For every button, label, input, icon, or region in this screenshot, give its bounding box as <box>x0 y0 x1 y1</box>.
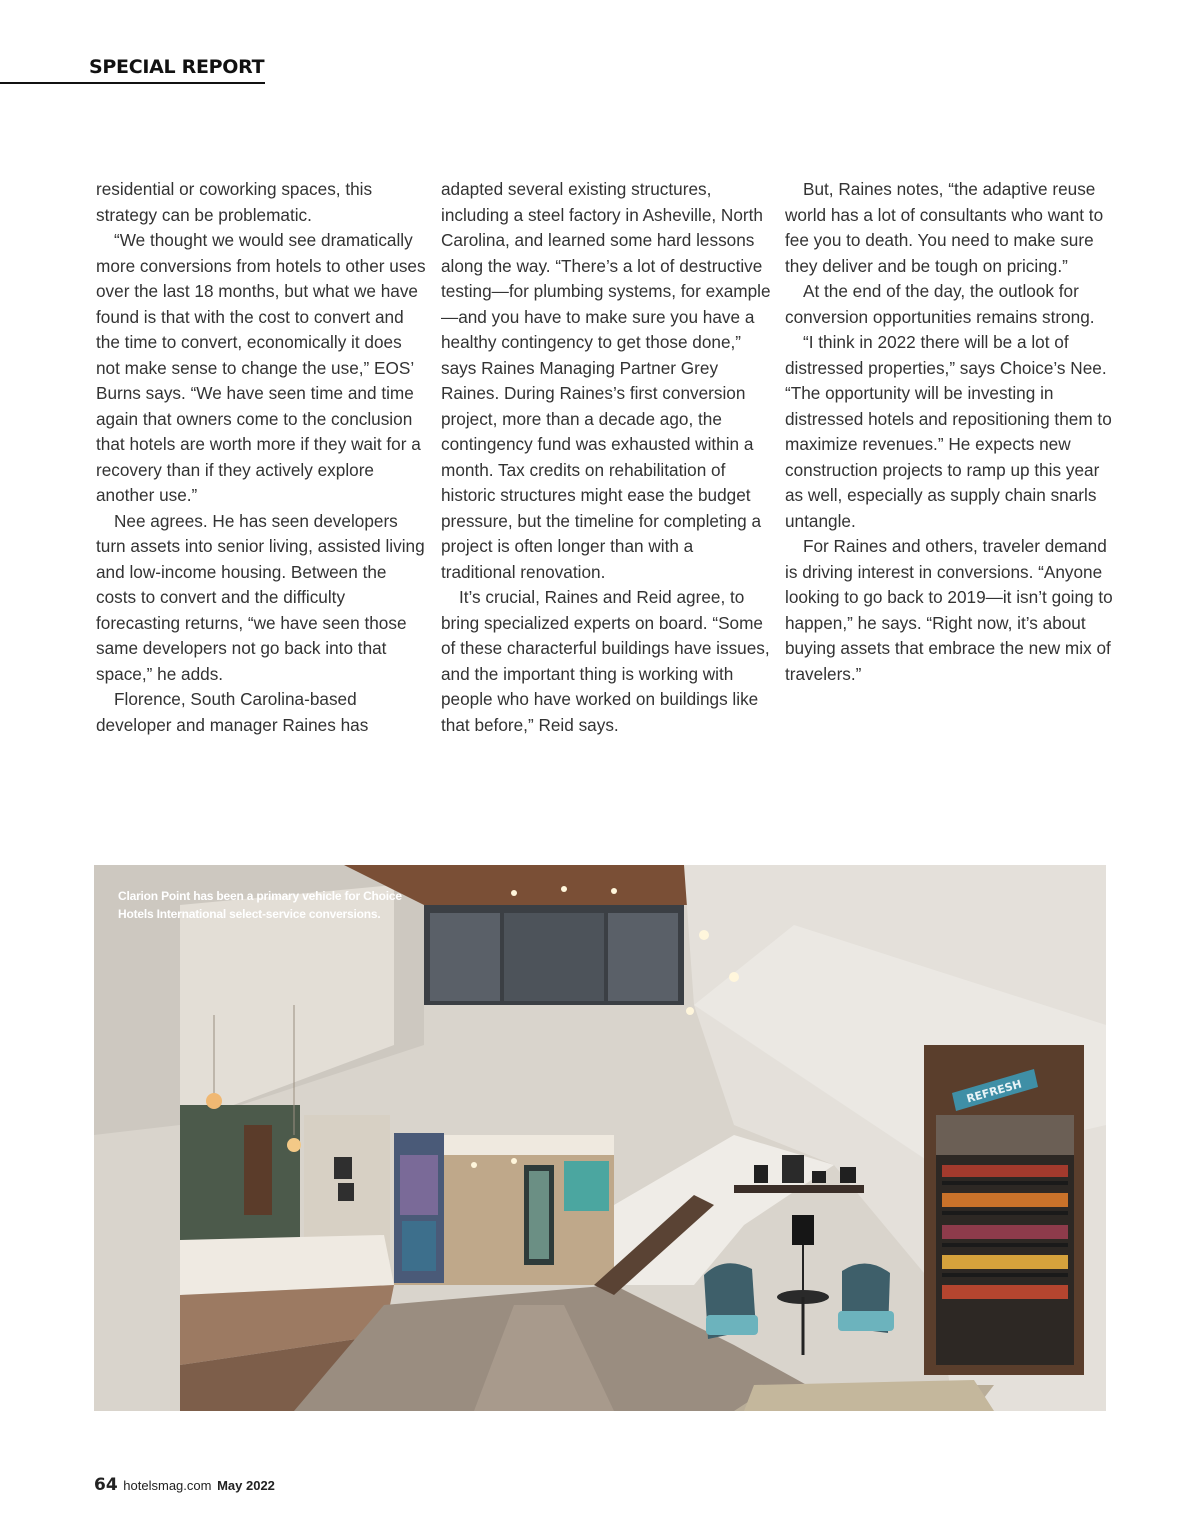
lobby-illustration <box>94 865 1106 1411</box>
page-footer <box>94 1475 275 1495</box>
article-paragraph: residential or coworking spaces, this strategy can be problematic. <box>96 179 373 225</box>
article-column-3 <box>785 177 1115 687</box>
article-column-1 <box>96 177 426 738</box>
article-paragraph: It’s crucial, Raines and Reid agree, to bring specialized experts on board. “Some of these characterful buildings have issues, and the important thing is working with people who have worked on buildings like that before,” Reid says. <box>441 587 770 735</box>
site-url: hotelsmag.com <box>123 1478 212 1493</box>
issue-date: May 2022 <box>217 1478 275 1493</box>
refresh-sign: REFRESH <box>965 1077 1024 1106</box>
photo-caption: Clarion Point has been a primary vehicle for Choice Hotels International select-service conversions. <box>118 889 402 921</box>
article-paragraph: Florence, South Carolina-based developer and manager Raines has <box>96 689 369 735</box>
article-paragraph: “We thought we would see dramatically more conversions from hotels to other uses over the last 18 months, but what we have found is that with the cost to convert and the time to convert, economically it does not make sense to change the use,” EOS’ Burns says. “We have seen time and time again that owners come to the conclusion that hotels are worth more if they wait for a recovery than if they actively explore another use.” <box>96 230 426 505</box>
hotel-lobby-photo <box>94 865 1106 1411</box>
article-paragraph: Nee agrees. He has seen developers turn assets into senior living, assisted living and low-income housing. Between the costs to convert and the difficulty forecasting returns, “we have seen those same developers not go back into that space,” he adds. <box>96 510 425 684</box>
article-paragraph: For Raines and others, traveler demand is driving interest in conversions. “Anyone looking to go back to 2019—it isn’t going to happen,” he says. “Right now, it’s about buying assets that embrace the new mix of travelers.” <box>785 536 1113 684</box>
article-paragraph: But, Raines notes, “the adaptive reuse world has a lot of consultants who want to fee you to death. You need to make sure they deliver and be tough on pricing.” <box>785 179 1104 276</box>
article-paragraph: “I think in 2022 there will be a lot of distressed properties,” says Choice’s Nee. “The opportunity will be investing in distressed hotels and repositioning them to maximize revenues.” He expects new construction projects to ramp up this year as well, especially as supply chain snarls untangle. <box>785 332 1112 531</box>
section-label: SPECIAL REPORT <box>89 56 265 78</box>
article-column-2 <box>441 177 771 738</box>
header-rule <box>0 82 265 84</box>
article-paragraph: At the end of the day, the outlook for conversion opportunities remains strong. <box>785 281 1095 327</box>
page-number: 64 <box>94 1475 118 1495</box>
article-paragraph: adapted several existing structures, including a steel factory in Asheville, North Carolina, and learned some hard lessons along the way. “There’s a lot of destructive testing—for plumbing systems, for example—and you have to make sure you have a healthy contingency to get those done,” says Raines Managing Partner Grey Raines. During Raines’s first conversion project, more than a decade ago, the contingency fund was exhausted within a month. Tax credits on rehabilitation of historic structures might ease the budget pressure, but the timeline for completing a project is often longer than with a traditional renovation. <box>441 179 771 582</box>
